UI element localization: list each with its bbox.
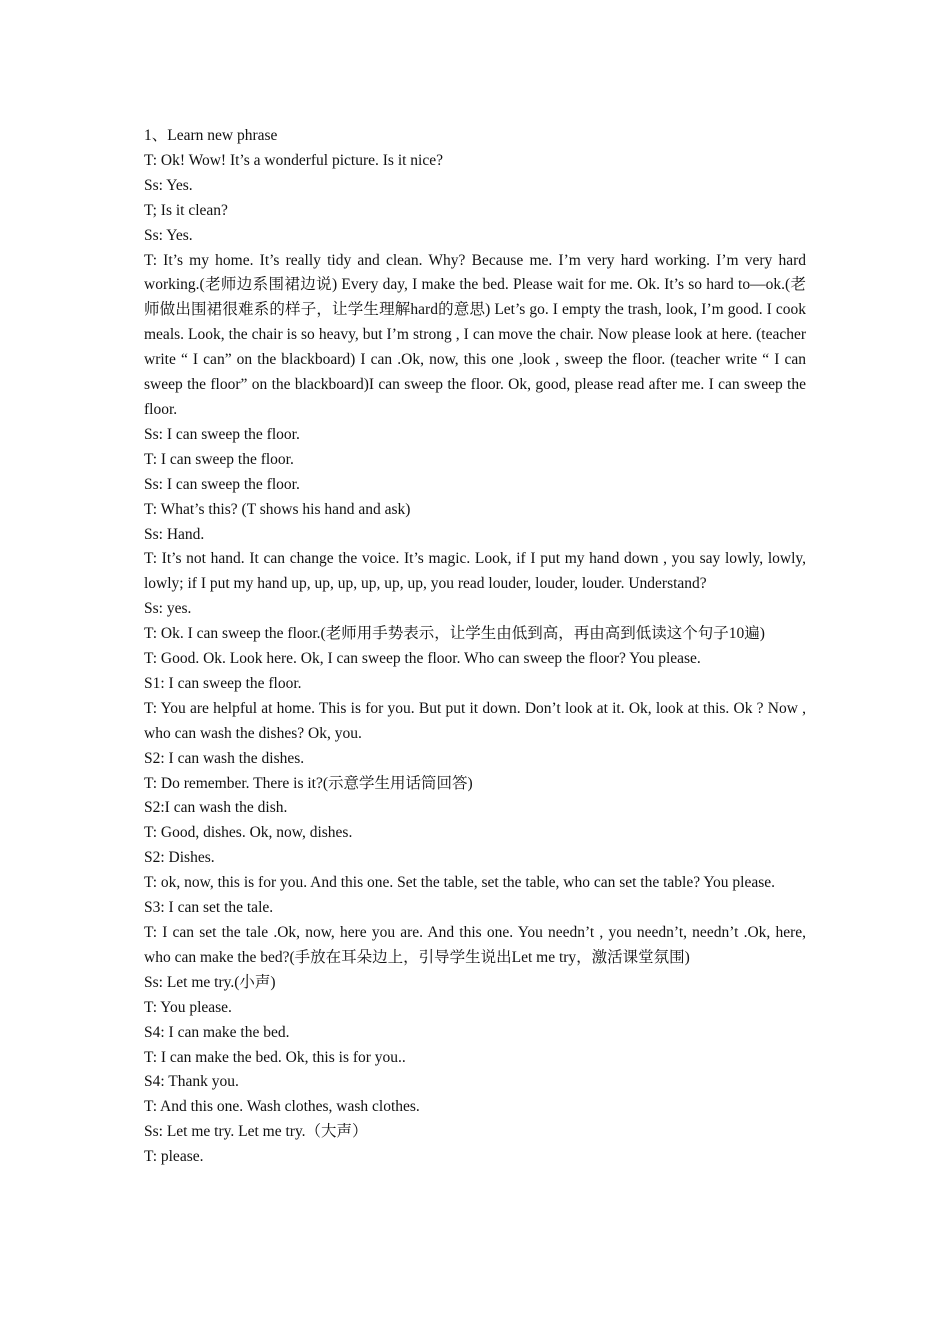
dialogue-line: T: What’s this? (T shows his hand and ask) — [144, 500, 411, 518]
dialogue-line: T: please. — [144, 1148, 204, 1166]
dialogue-paragraph: T: It’s not hand. It can change the voice. It’s magic. Look, if I put my hand down , you say lowly, lowly, lowly; if I put my hand up, up, up, up, up, up, you read louder, louder, louder. Understand? — [144, 550, 806, 593]
dialogue-line: T: You please. — [144, 998, 232, 1016]
dialogue-line: Ss: Hand. — [144, 525, 205, 543]
dialogue-line: T: Ok! Wow! It’s a wonderful picture. Is it nice? — [144, 151, 443, 169]
dialogue-line: Ss: I can sweep the floor. — [144, 425, 300, 443]
dialogue-line: S2: I can wash the dishes. — [144, 749, 305, 767]
dialogue-line: Ss: Let me try. Let me try.（大声） — [144, 1123, 368, 1141]
dialogue-line: T: I can make the bed. Ok, this is for you.. — [144, 1048, 406, 1066]
dialogue-line: T: I can sweep the floor. — [144, 450, 294, 468]
dialogue-line: T; Is it clean? — [144, 201, 228, 219]
dialogue-line: S4: I can make the bed. — [144, 1023, 290, 1041]
dialogue-line: T: Do remember. There is it?(示意学生用话筒回答) — [144, 774, 473, 792]
dialogue-line: Ss: Yes. — [144, 176, 193, 194]
dialogue-line: T: And this one. Wash clothes, wash clothes. — [144, 1098, 420, 1116]
dialogue-line: S1: I can sweep the floor. — [144, 674, 302, 692]
dialogue-paragraph: T: You are helpful at home. This is for you. But put it down. Don’t look at it. Ok, look at this. Ok ? Now , who can wash the dishes? Ok, you. — [144, 699, 806, 742]
dialogue-line: Ss: Yes. — [144, 226, 193, 244]
dialogue-paragraph: T: It’s my home. It’s really tidy and clean. Why? Because me. I’m very hard working. I’m very hard working.(老师边系围裙边说) Every day, I make the bed. Please wait for me. Ok. It’s so hard to—ok.(老师做出围裙很难系的样子，让学生理解hard的意思) Let’s go. I empty the trash, look, I’m good. I cook meals. Look, the chair is so heavy, but I’m strong , I can move the chair. Now please look at here. (teacher write “ I can” on the blackboard) I can .Ok, now, this one ,look , sweep the floor. (teacher write “ I can sweep the floor” on the blackboard)I can sweep the floor. Ok, good, please read after me. I can sweep the floor. — [144, 251, 806, 418]
dialogue-line: Ss: yes. — [144, 600, 192, 618]
dialogue-line: Ss: Let me try.(小声) — [144, 973, 276, 991]
document-page — [144, 124, 806, 1170]
dialogue-paragraph: T: Ok. I can sweep the floor.(老师用手势表示，让学生由低到高，再由高到低读这个句子10遍) — [144, 625, 765, 643]
dialogue-line: S4: Thank you. — [144, 1073, 239, 1091]
dialogue-line: S2: Dishes. — [144, 849, 215, 867]
dialogue-paragraph: T: I can set the tale .Ok, now, here you are. And this one. You needn’t , you needn’t, needn’t .Ok, here, who can make the bed?(手放在耳朵边上，引导学生说出Let me try，激活课堂氛围) — [144, 924, 806, 966]
dialogue-paragraph: T: ok, now, this is for you. And this one. Set the table, set the table, who can set the table? You please. — [144, 874, 776, 892]
dialogue-line: S2:I can wash the dish. — [144, 799, 288, 817]
dialogue-line: S3: I can set the tale. — [144, 899, 274, 917]
dialogue-line: T: Good, dishes. Ok, now, dishes. — [144, 824, 353, 842]
section-heading: 1、Learn new phrase — [144, 127, 278, 144]
dialogue-line: Ss: I can sweep the floor. — [144, 475, 300, 493]
dialogue-line: T: Good. Ok. Look here. Ok, I can sweep the floor. Who can sweep the floor? You please. — [144, 650, 701, 668]
